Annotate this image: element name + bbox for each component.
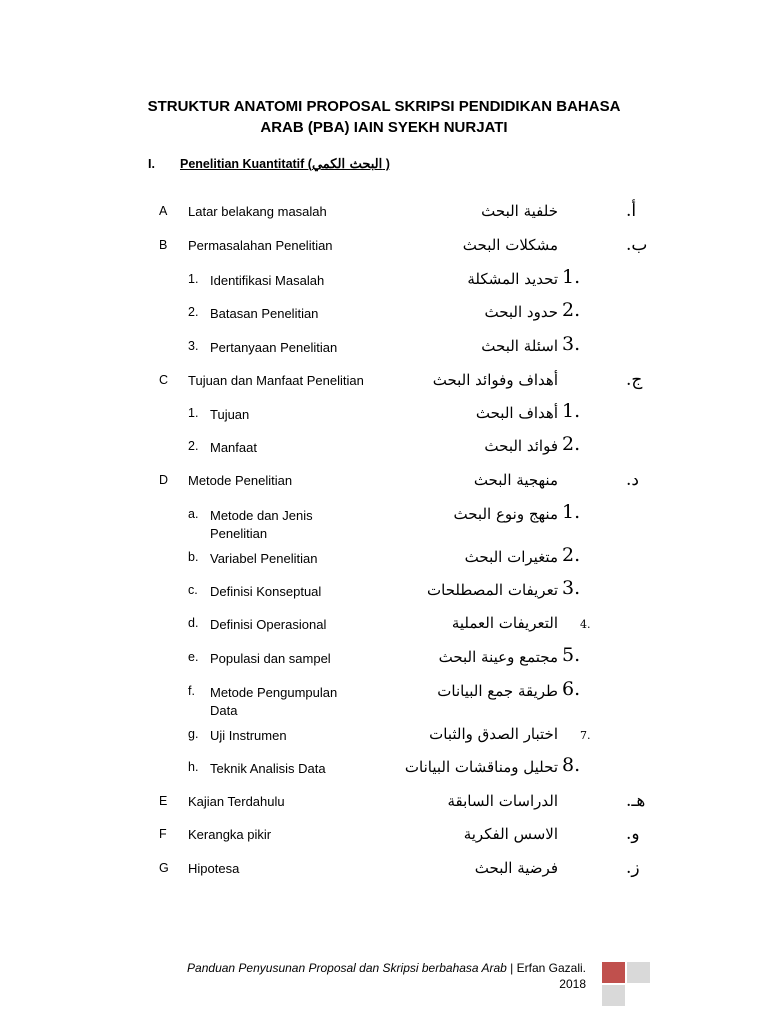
subitem-label: Batasan Penelitian bbox=[210, 306, 319, 321]
subitem-number: 1. bbox=[188, 272, 199, 286]
footer-gray-square bbox=[627, 962, 650, 983]
subitem-arabic-number: 7. bbox=[580, 729, 591, 742]
subitem-number: 3. bbox=[188, 339, 199, 353]
footer-line-1 bbox=[187, 960, 586, 976]
subitem-arabic: تحديد المشكلة bbox=[467, 270, 558, 288]
section-number: I. bbox=[148, 157, 155, 171]
item-arabic-letter: ز. bbox=[626, 858, 640, 878]
section-heading bbox=[148, 157, 390, 172]
subitem-arabic-number: 2. bbox=[562, 299, 581, 321]
subitem-arabic: اسئلة البحث bbox=[481, 337, 558, 355]
subitem-number: h. bbox=[188, 760, 199, 774]
footer-year: 2018 bbox=[559, 977, 586, 991]
subitem-number: 1. bbox=[188, 406, 199, 420]
subitem-arabic-number: 6. bbox=[562, 678, 581, 700]
item-arabic-letter: أ. bbox=[626, 201, 637, 221]
subitem-arabic: تعريفات المصطلحات bbox=[427, 581, 558, 599]
item-arabic-letter: ب. bbox=[626, 235, 648, 255]
subitem-arabic-number: 2. bbox=[562, 433, 581, 455]
item-letter: B bbox=[159, 238, 168, 252]
item-arabic: منهجية البحث bbox=[473, 471, 558, 489]
footer-book-title: Panduan Penyusunan Proposal dan Skripsi berbahasa Arab bbox=[187, 961, 507, 975]
subitem-number: 2. bbox=[188, 305, 199, 319]
item-label: Latar belakang masalah bbox=[188, 204, 327, 219]
item-letter: E bbox=[159, 794, 168, 808]
page-footer bbox=[187, 960, 586, 992]
subitem-label: Definisi Operasional bbox=[210, 617, 327, 632]
subitem-arabic-number: 2. bbox=[562, 544, 581, 566]
item-label: Tujuan dan Manfaat Penelitian bbox=[188, 373, 364, 388]
subitem-label: Teknik Analisis Data bbox=[210, 761, 326, 776]
section-title bbox=[180, 157, 390, 171]
item-letter: A bbox=[159, 204, 168, 218]
subitem-arabic: اختبار الصدق والثبات bbox=[429, 725, 558, 743]
subitem-arabic-number: 8. bbox=[562, 754, 581, 776]
subitem-arabic: حدود البحث bbox=[484, 303, 558, 321]
subitem-number: g. bbox=[188, 727, 199, 741]
section-title-text: Penelitian Kuantitatif ( bbox=[180, 157, 312, 171]
subitem-arabic: فوائد البحث bbox=[484, 437, 558, 455]
item-letter: F bbox=[159, 827, 167, 841]
subitem-number: b. bbox=[188, 550, 199, 564]
subitem-arabic-number: 3. bbox=[562, 333, 581, 355]
item-letter: C bbox=[159, 373, 169, 387]
subitem-label: Metode dan Jenis Penelitian bbox=[210, 508, 313, 541]
subitem-number: f. bbox=[188, 684, 195, 698]
subitem-label: Manfaat bbox=[210, 440, 257, 455]
subitem-number: 2. bbox=[188, 439, 199, 453]
item-label: Kerangka pikir bbox=[188, 827, 272, 842]
title-line-2: ARAB (PBA) IAIN SYEKH NURJATI bbox=[260, 119, 508, 136]
subitem-arabic: التعريفات العملية bbox=[451, 614, 558, 632]
subitem-arabic: تحليل ومناقشات البيانات bbox=[404, 758, 558, 776]
subitem-number: c. bbox=[188, 583, 198, 597]
section-title-arabic: البحث الكمي bbox=[311, 157, 383, 172]
subitem-number: e. bbox=[188, 650, 199, 664]
item-arabic: الاسس الفكرية bbox=[463, 825, 558, 843]
item-label: Permasalahan Penelitian bbox=[188, 238, 333, 253]
subitem-label: Uji Instrumen bbox=[210, 728, 287, 743]
subitem-arabic-number: 5. bbox=[562, 644, 581, 666]
section-title-close: ) bbox=[382, 157, 390, 171]
subitem-label: Definisi Konseptual bbox=[210, 584, 322, 599]
subitem-number: a. bbox=[188, 507, 199, 521]
item-arabic-letter: ج. bbox=[626, 370, 643, 390]
subitem-label: Populasi dan sampel bbox=[210, 651, 331, 666]
subitem-arabic-number: 1. bbox=[562, 501, 581, 523]
subitem-number: d. bbox=[188, 616, 199, 630]
item-label: Metode Penelitian bbox=[188, 473, 293, 488]
subitem-arabic: أهداف البحث bbox=[475, 404, 558, 422]
footer-accent-square bbox=[602, 962, 625, 983]
document-title bbox=[0, 96, 768, 138]
subitem-arabic-number: 1. bbox=[562, 400, 581, 422]
subitem-arabic-number: 1. bbox=[562, 266, 581, 288]
item-arabic: فرضية البحث bbox=[474, 859, 558, 877]
item-letter: D bbox=[159, 473, 169, 487]
footer-author: Erfan Gazali. bbox=[516, 961, 586, 975]
subitem-arabic-number: 3. bbox=[562, 577, 581, 599]
item-letter: G bbox=[159, 861, 169, 875]
item-arabic-letter: د. bbox=[626, 470, 639, 490]
subitem-label: Pertanyaan Penelitian bbox=[210, 340, 338, 355]
subitem-label: Tujuan bbox=[210, 407, 250, 422]
subitem-label: Identifikasi Masalah bbox=[210, 273, 325, 288]
footer-gray-square bbox=[602, 985, 625, 1006]
subitem-arabic: متغيرات البحث bbox=[464, 548, 558, 566]
subitem-label: Variabel Penelitian bbox=[210, 551, 318, 566]
item-arabic-letter: و. bbox=[626, 824, 640, 844]
item-arabic: الدراسات السابقة bbox=[447, 792, 558, 810]
title-line-1: STRUKTUR ANATOMI PROPOSAL SKRIPSI PENDIDIKAN BAHASA bbox=[147, 98, 621, 115]
item-label: Kajian Terdahulu bbox=[188, 794, 285, 809]
footer-separator: | bbox=[506, 961, 517, 975]
item-arabic-letter: هـ. bbox=[626, 791, 646, 811]
item-arabic: خلفية البحث bbox=[481, 202, 558, 220]
subitem-arabic: طريقة جمع البيانات bbox=[437, 682, 558, 700]
subitem-arabic-number: 4. bbox=[580, 618, 591, 631]
item-label: Hipotesa bbox=[188, 861, 240, 876]
subitem-label: Metode Pengumpulan Data bbox=[210, 685, 338, 718]
subitem-arabic: منهج ونوع البحث bbox=[453, 505, 558, 523]
item-arabic: مشكلات البحث bbox=[462, 236, 558, 254]
subitem-arabic: مجتمع وعينة البحث bbox=[438, 648, 558, 666]
item-arabic: أهداف وفوائد البحث bbox=[432, 371, 558, 389]
